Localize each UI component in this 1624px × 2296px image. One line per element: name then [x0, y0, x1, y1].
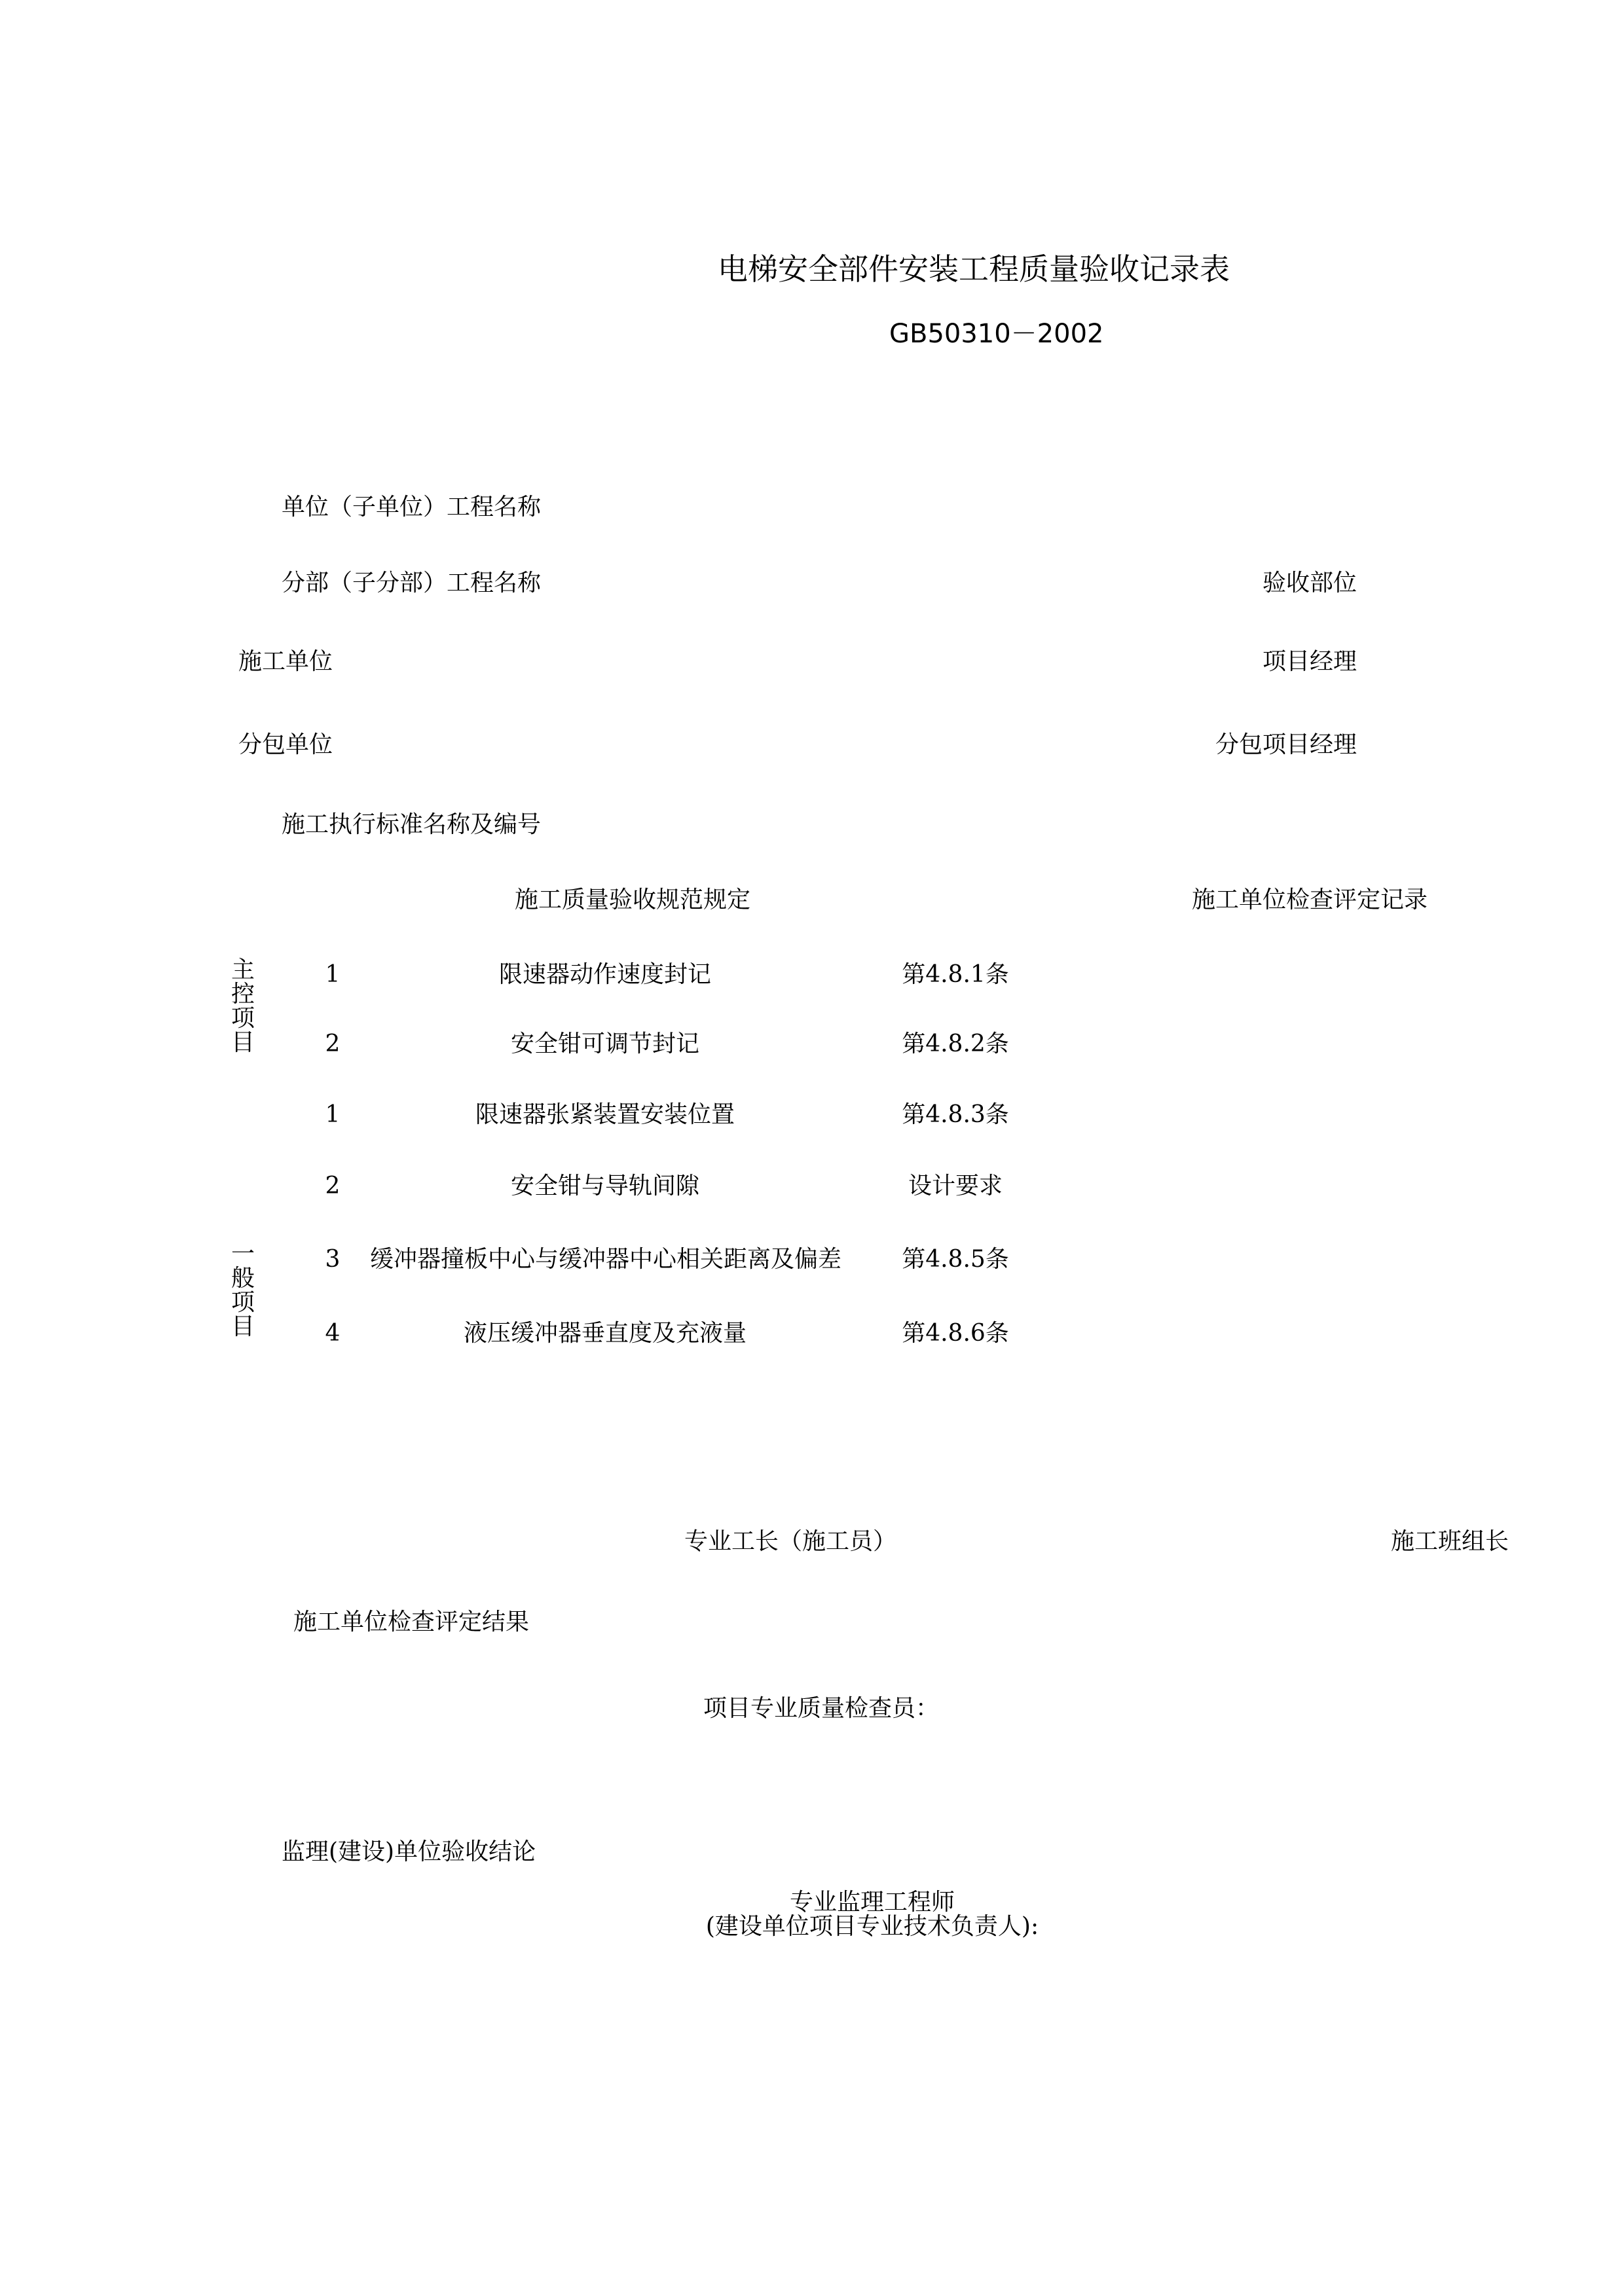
- item-number: 1: [325, 961, 341, 988]
- subcontract-unit-label: 分包单位: [238, 731, 333, 758]
- item-clause: 设计要求: [908, 1173, 1003, 1199]
- item-name: 安全钳可调节封记: [510, 1030, 700, 1057]
- supervision-conclusion-label: 监理(建设)单位验收结论: [282, 1838, 536, 1865]
- item-clause: 第4.8.6条: [902, 1320, 1009, 1347]
- unit-project-label: 单位（子单位）工程名称: [282, 494, 542, 520]
- standard-code: GB50310－2002: [889, 319, 1104, 349]
- item-clause: 第4.8.3条: [902, 1101, 1009, 1128]
- subdivision-label: 分部（子分部）工程名称: [282, 570, 542, 596]
- item-number: 2: [325, 1173, 341, 1199]
- project-manager-label: 项目经理: [1263, 648, 1357, 675]
- acceptance-part-label: 验收部位: [1263, 570, 1357, 596]
- item-number: 2: [325, 1030, 341, 1057]
- team-leader-cell: [1391, 1525, 1509, 1558]
- item-number: 4: [325, 1320, 341, 1347]
- owner-tech-label: (建设单位项目专业技术负责人):: [705, 1913, 1039, 1940]
- item-clause: 第4.8.1条: [902, 961, 1009, 988]
- item-clause: 第4.8.5条: [902, 1246, 1009, 1273]
- page-title: 电梯安全部件安装工程质量验收记录表: [718, 251, 1230, 287]
- item-name: 缓冲器撞板中心与缓冲器中心相关距离及偏差: [369, 1246, 842, 1273]
- item-name: 安全钳与导轨间隙: [510, 1173, 700, 1199]
- standard-name-label: 施工执行标准名称及编号: [282, 811, 542, 838]
- item-name: 限速器动作速度封记: [498, 961, 712, 988]
- main-items-group-label: 主 控 项 目: [231, 957, 255, 1056]
- item-number: 1: [325, 1101, 341, 1128]
- item-name-cell: [369, 1243, 842, 1278]
- item-clause: 第4.8.2条: [902, 1030, 1009, 1057]
- item-name: 液压缓冲器垂直度及充液量: [463, 1320, 747, 1347]
- subcontract-manager-label: 分包项目经理: [1215, 731, 1357, 758]
- record-header: 施工单位检查评定记录: [1192, 886, 1428, 913]
- check-result-label: 施工单位检查评定结果: [293, 1609, 530, 1635]
- foreman-label: 专业工长（施工员）: [684, 1528, 897, 1555]
- spec-header: 施工质量验收规范规定: [515, 886, 751, 913]
- supervision-engineer-label: 专业监理工程师: [789, 1889, 955, 1916]
- item-number: 3: [325, 1246, 341, 1273]
- construction-unit-label: 施工单位: [238, 648, 333, 675]
- item-name: 限速器张紧装置安装位置: [475, 1101, 735, 1128]
- team-leader-label: 施工班组长: [1391, 1528, 1509, 1555]
- quality-inspector-label: 项目专业质量检查员：: [703, 1695, 940, 1722]
- general-items-group-label: 一 般 项 目: [231, 1241, 255, 1340]
